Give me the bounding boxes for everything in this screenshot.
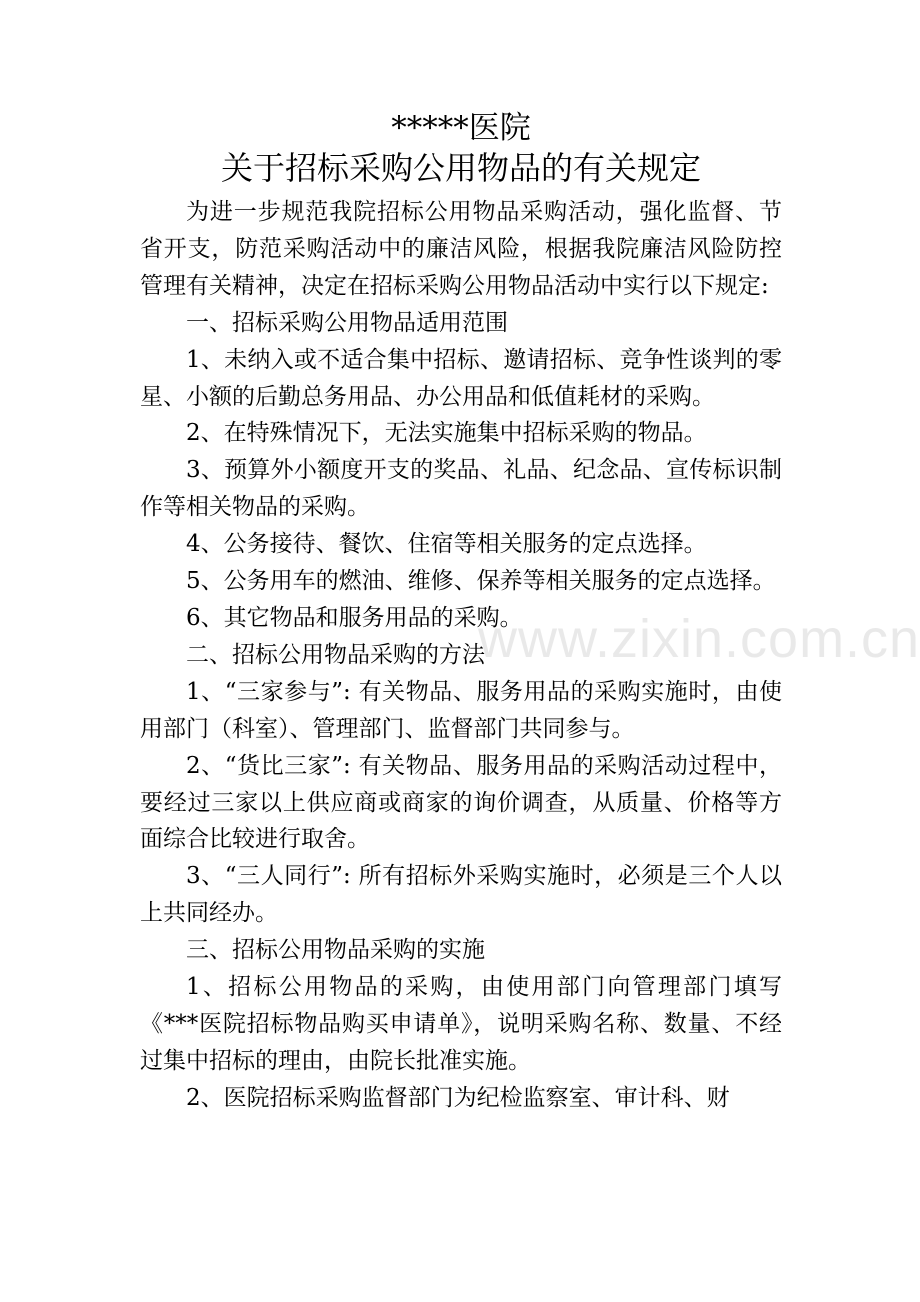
document-title-hospital: *****医院	[391, 110, 531, 146]
method-item-2: 2、“货比三家”: 有关物品、服务用品的采购活动过程中，要经过三家以上供应商或商家的询价调查，从质量、价格等方面综合比较进行取舍。	[140, 752, 782, 853]
method-item-1: 1、“三家参与”: 有关物品、服务用品的采购实施时，由使用部门（科室）、管理部门、监督部门共同参与。	[140, 678, 782, 742]
implementation-item-1: 1、招标公用物品的采购，由使用部门向管理部门填写《***医院招标物品购买申请单》，说明采购名称、数量、不经过集中招标的理由，由院长批准实施。	[140, 974, 782, 1074]
scope-item-4: 4、公务接待、餐饮、住宿等相关服务的定点选择。	[186, 531, 707, 558]
scope-item-6: 6、其它物品和服务用品的采购。	[186, 604, 523, 631]
method-item-3: 3、“三人同行”: 所有招标外采购实施时，必须是三个人以上共同经办。	[140, 863, 782, 927]
scope-item-2: 2、在特殊情况下，无法实施集中招标采购的物品。	[186, 420, 707, 447]
implementation-item-2: 2、医院招标采购监督部门为纪检监察室、审计科、财	[186, 1084, 730, 1111]
scope-item-1: 1、未纳入或不适合集中招标、邀请招标、竞争性谈判的零星、小额的后勤总务用品、办公用品和低值耗材的采购。	[140, 346, 782, 410]
document-title: 关于招标采购公用物品的有关规定	[220, 149, 701, 187]
scope-item-3: 3、预算外小额度开支的奖品、礼品、纪念品、宣传标识制作等相关物品的采购。	[140, 457, 782, 521]
document-body	[140, 108, 782, 1117]
section-heading-scope: 一、招标采购公用物品适用范围	[186, 309, 508, 336]
intro-paragraph: 为进一步规范我院招标公用物品采购活动，强化监督、节省开支，防范采购活动中的廉洁风险，根据我院廉洁风险防控管理有关精神，决定在招标采购公用物品活动中实行以下规定:	[140, 199, 782, 299]
section-heading-methods: 二、招标公用物品采购的方法	[186, 641, 485, 668]
site-watermark: www.zixin.com.cn	[478, 609, 920, 669]
scope-item-5: 5、公务用车的燃油、维修、保养等相关服务的定点选择。	[186, 568, 776, 595]
section-heading-implementation: 三、招标公用物品采购的实施	[186, 937, 485, 964]
